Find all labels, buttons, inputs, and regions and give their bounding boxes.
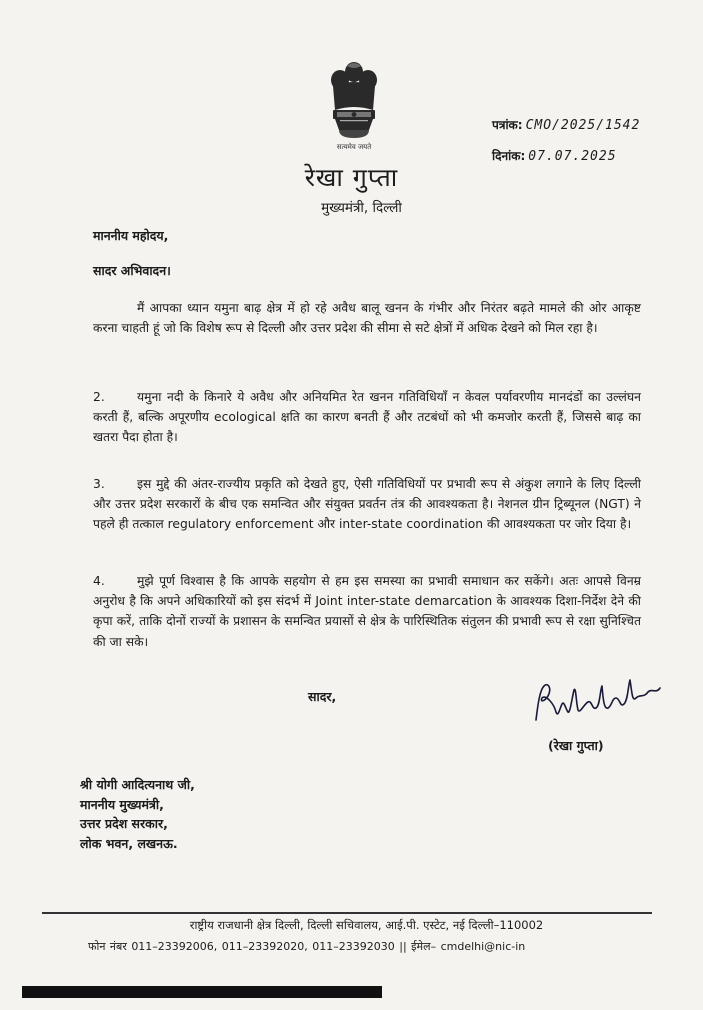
footer-address: राष्ट्रीय राजधानी क्षेत्र दिल्ली, दिल्ली सचिवालय, आई.पी. एस्टेट, नई दिल्ली–110002 bbox=[189, 918, 544, 932]
paragraph-3-text: इस मुद्दे की अंतर-राज्यीय प्रकृति को देखते हुए, ऐसी गतिविधियों पर प्रभावी रूप से अंकुश लगाने के लिए दिल्ली और उत्तर प्रदेश सरकारों के बीच एक समन्वित और संयुक्त प्रवर्तन तंत्र की आवश्यकता है। नेशनल ग्रीन ट्रिब्यूनल (NGT) ने पहले ही तत्काल regulatory enforcement और inter-state coordination की आवश्यकता पर जोर दिया है। bbox=[93, 477, 641, 532]
reference-number bbox=[492, 116, 640, 133]
salutation: माननीय महोदय, bbox=[93, 228, 169, 243]
paragraph-3-number: 3. bbox=[93, 477, 105, 491]
paragraph-4-text: मुझे पूर्ण विश्वास है कि आपके सहयोग से हम इस समस्या का प्रभावी समाधान कर सकेंगे। अतः आपसे विनम्र अनुरोध है कि अपने अधिकारियों को इस संदर्भ में Joint inter-state demarcation के आवश्यक दिशा-निर्देश देने की कृपा करें, ताकि दोनों राज्यों के प्रशासन के समन्वित प्रयासों से क्षेत्र के पारिस्थितिक संतुलन की प्रभावी रूप से रक्षा सुनिश्चित की जा सके। bbox=[93, 574, 641, 649]
letter-date bbox=[492, 147, 617, 164]
sender-name: रेखा गुप्ता bbox=[304, 163, 399, 192]
footer-divider bbox=[42, 912, 652, 914]
recipient-line-2: माननीय मुख्यमंत्री, bbox=[80, 796, 164, 812]
handwritten-signature-icon bbox=[528, 668, 668, 728]
footer-contact: फोन नंबर 011–23392006, 011–23392020, 011–23392030 || ईमेल– cmdelhi@nic-in bbox=[88, 940, 526, 953]
paragraph-2-number: 2. bbox=[93, 390, 105, 404]
paragraph-4 bbox=[93, 571, 641, 652]
date-label: दिनांक: bbox=[492, 149, 526, 163]
closing-sadar: सादर, bbox=[308, 689, 337, 704]
greeting: सादर अभिवादन। bbox=[93, 263, 171, 278]
state-emblem-icon bbox=[325, 58, 383, 150]
paragraph-1: मैं आपका ध्यान यमुना बाढ़ क्षेत्र में हो रहे अवैध बालू खनन के गंभीर और निरंतर बढ़ते मामले की ओर आकृष्ट करना चाहती हूं जो कि विशेष रूप से दिल्ली और उत्तर प्रदेश की सीमा से सटे क्षेत्रों में अधिक देखने को मिल रहा है। bbox=[93, 301, 641, 336]
reference-label: पत्रांक: bbox=[492, 118, 523, 132]
date-value: 07.07.2025 bbox=[528, 149, 617, 164]
signatory-name: (रेखा गुप्ता) bbox=[548, 738, 604, 753]
paragraph-2-text: यमुना नदी के किनारे ये अवैध और अनियमित रेत खनन गतिविधियाँ न केवल पर्यावरणीय मानदंडों का उल्लंघन करती हैं, बल्कि अपूरणीय ecological क्षति का कारण बनती हैं और तटबंधों को भी कमजोर करती हैं, जिससे बाढ़ का खतरा पैदा होता है। bbox=[93, 390, 641, 445]
paragraph-3 bbox=[93, 474, 641, 535]
sender-designation: मुख्यमंत्री, दिल्ली bbox=[321, 200, 402, 216]
reference-value: CMO/2025/1542 bbox=[525, 118, 641, 133]
emblem-motto: सत्यमेव जयते bbox=[336, 143, 372, 151]
paragraph-2 bbox=[93, 387, 641, 448]
recipient-address bbox=[80, 775, 195, 853]
recipient-line-3: उत्तर प्रदेश सरकार, bbox=[80, 816, 168, 831]
recipient-line-1: श्री योगी आदित्यनाथ जी, bbox=[80, 777, 195, 792]
scan-edge-bar bbox=[22, 986, 382, 998]
paragraph-4-number: 4. bbox=[93, 574, 105, 588]
recipient-line-4: लोक भवन, लखनऊ. bbox=[80, 835, 178, 851]
